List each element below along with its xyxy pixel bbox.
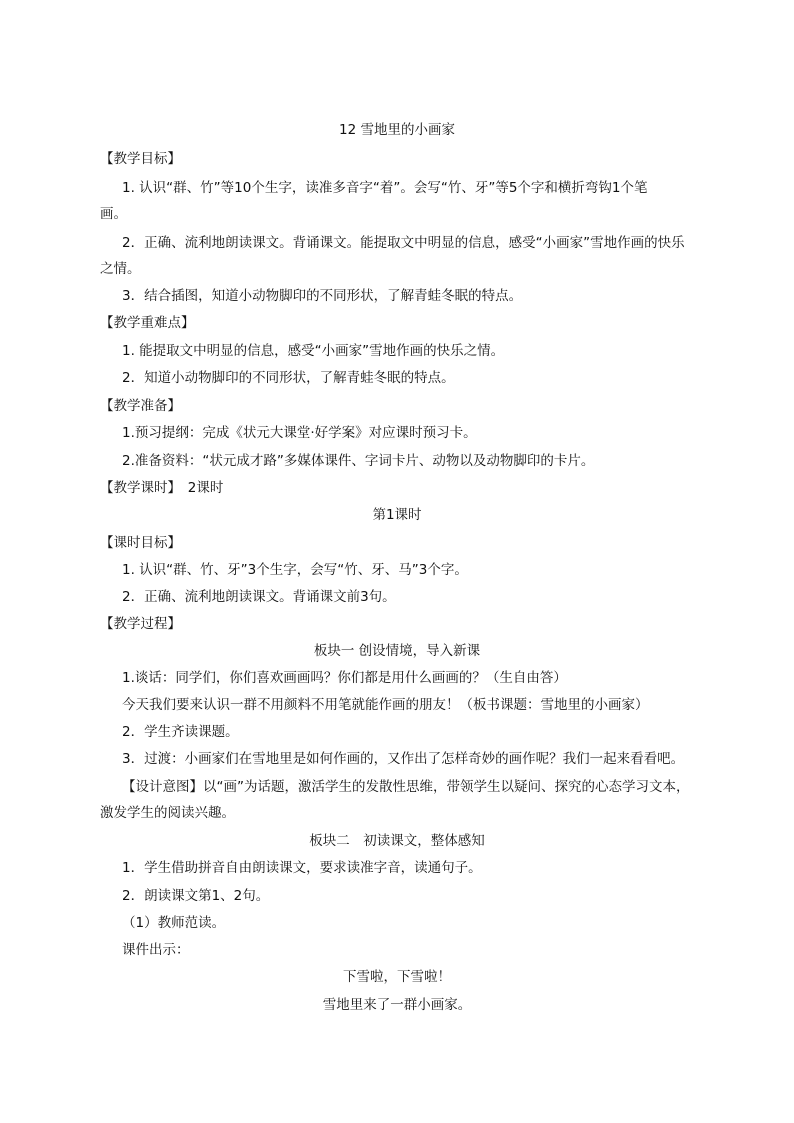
poem-line-1: 下雪啦，下雪啦！: [343, 969, 451, 985]
block-2-substep-1: （1）教师范读。: [122, 915, 226, 931]
poem-line-2: 雪地里来了一群小画家。: [322, 997, 472, 1013]
objective-1: 1. 认识“群、竹”等10个生字，读准多音字“着”。会写“竹、牙”等5个字和横折弯钩1个笔: [122, 180, 648, 196]
block-2-step-1: 1．学生借助拼音自由朗读课文，要求读准字音，读通句子。: [122, 860, 482, 876]
objective-2-cont: 之情。: [100, 261, 141, 277]
design-intent-cont: 激发学生的阅读兴趣。: [100, 805, 235, 821]
design-intent: 【设计意图】以“画”为话题，激活学生的发散性思维，带领学生以疑问、探究的心态学习文本，: [122, 779, 690, 795]
objective-2: 2．正确、流利地朗读课文。背诵课文。能提取文中明显的信息，感受“小画家”雪地作画的快乐: [122, 235, 685, 251]
lesson-objective-2: 2．正确、流利地朗读课文。背诵课文前3句。: [122, 589, 396, 605]
lesson-title: 第1课时: [372, 507, 422, 523]
section-heading-preparation: 【教学准备】: [100, 398, 181, 414]
objective-3: 3．结合插图，知道小动物脚印的不同形状，了解青蛙冬眠的特点。: [122, 288, 523, 304]
key-point-2: 2．知道小动物脚印的不同形状，了解青蛙冬眠的特点。: [122, 370, 455, 386]
courseware-label: 课件出示：: [122, 942, 190, 958]
objective-1-cont: 画。: [100, 206, 127, 222]
block-2-step-2: 2．朗读课文第1、2句。: [122, 888, 270, 904]
lesson-objective-1: 1. 认识“群、竹、牙”3个生字，会写“竹、牙、马”3个字。: [122, 562, 468, 578]
block-2-heading: 板块二 初读课文，整体感知: [309, 833, 485, 849]
block-1-step-1-cont: 今天我们要来认识一群不用颜料不用笔就能作画的朋友！（板书课题：雪地里的小画家）: [122, 697, 649, 713]
section-heading-objectives: 【教学目标】: [100, 151, 181, 167]
section-heading-lesson-objectives: 【课时目标】: [100, 535, 181, 551]
block-1-step-1: 1.谈话：同学们，你们喜欢画画吗？你们都是用什么画画的？（生自由答）: [122, 670, 567, 686]
block-1-heading: 板块一 创设情境，导入新课: [313, 643, 481, 659]
block-1-step-3: 3．过渡：小画家们在雪地里是如何作画的，又作出了怎样奇妙的画作呢？我们一起来看看吧。: [122, 751, 685, 767]
preparation-2: 2.准备资料：“状元成才路”多媒体课件、字词卡片、动物以及动物脚印的卡片。: [122, 453, 595, 469]
key-point-1: 1. 能提取文中明显的信息，感受“小画家”雪地作画的快乐之情。: [122, 343, 505, 359]
section-heading-process: 【教学过程】: [100, 616, 181, 632]
block-1-step-2: 2．学生齐读课题。: [122, 724, 239, 740]
document-title: 12 雪地里的小画家: [339, 122, 455, 138]
section-heading-key-points: 【教学重难点】: [100, 315, 195, 331]
preparation-1: 1.预习提纲：完成《状元大课堂·好学案》对应课时预习卡。: [122, 425, 477, 441]
section-heading-periods: 【教学课时】 2课时: [100, 480, 224, 496]
